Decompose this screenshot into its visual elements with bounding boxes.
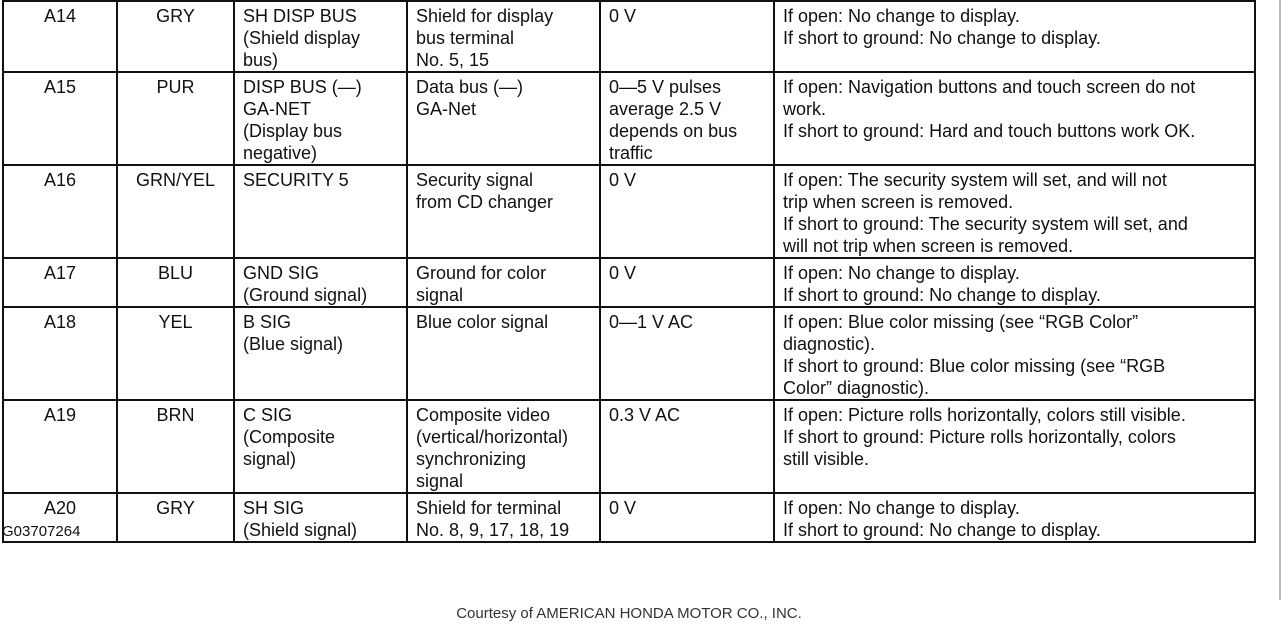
test-condition-line: If open: Picture rolls horizontally, colors still visible. <box>783 405 1186 425</box>
description-cell <box>407 400 600 493</box>
table-row <box>3 307 1255 400</box>
test-condition-line: If open: The security system will set, and will not <box>783 170 1167 190</box>
signal-line: (Blue signal) <box>243 334 344 354</box>
signal-line: GND SIG <box>243 263 320 283</box>
test-condition-line: If short to ground: No change to display. <box>783 28 1101 48</box>
signal-cell <box>234 307 407 400</box>
signal-cell <box>234 1 407 72</box>
description-line: Blue color signal <box>416 312 549 332</box>
connector-pin-table <box>2 0 1256 543</box>
signal-line: SH SIG <box>243 498 305 518</box>
wire-color-cell: GRN/YEL <box>117 165 234 258</box>
description-line: Data bus (—) <box>416 77 524 97</box>
test-condition-line: If short to ground: The security system will set, and <box>783 214 1188 234</box>
test-condition-line: diagnostic). <box>783 334 876 354</box>
signal-line: DISP BUS (—) <box>243 77 362 97</box>
table-row <box>3 72 1255 165</box>
table-row <box>3 400 1255 493</box>
test-condition-cell <box>774 307 1255 400</box>
page-edge-rule <box>1279 0 1281 600</box>
signal-cell <box>234 165 407 258</box>
voltage-cell <box>600 165 774 258</box>
test-condition-cell <box>774 493 1255 542</box>
test-condition-line: If short to ground: No change to display. <box>783 520 1101 540</box>
voltage-line: 0 V <box>609 170 637 190</box>
voltage-line: depends on bus <box>609 121 738 141</box>
signal-line: SH DISP BUS <box>243 6 357 26</box>
test-condition-cell <box>774 258 1255 307</box>
table-row <box>3 165 1255 258</box>
description-line: Composite video <box>416 405 551 425</box>
wire-color-cell: PUR <box>117 72 234 165</box>
signal-line: (Ground signal) <box>243 285 368 305</box>
signal-cell <box>234 258 407 307</box>
test-condition-line: If short to ground: Hard and touch buttons work OK. <box>783 121 1196 141</box>
test-condition-line: still visible. <box>783 449 870 469</box>
table-row <box>3 258 1255 307</box>
signal-line: (Display bus <box>243 121 343 141</box>
signal-line: SECURITY 5 <box>243 170 349 190</box>
signal-line: (Composite <box>243 427 336 447</box>
test-condition-line: If short to ground: Blue color missing (see “RGB <box>783 356 1166 376</box>
test-condition-line: If open: No change to display. <box>783 498 1020 518</box>
test-condition-line: If open: Navigation buttons and touch screen do not <box>783 77 1196 97</box>
test-condition-line: If short to ground: Picture rolls horizontally, colors <box>783 427 1176 447</box>
description-line: bus terminal <box>416 28 515 48</box>
description-line: (vertical/horizontal) <box>416 427 569 447</box>
voltage-line: 0 V <box>609 6 637 26</box>
terminal-cell: A18 <box>3 307 117 400</box>
terminal-cell: A16 <box>3 165 117 258</box>
voltage-cell <box>600 1 774 72</box>
test-condition-line: Color” diagnostic). <box>783 378 930 398</box>
voltage-cell <box>600 400 774 493</box>
description-line: synchronizing <box>416 449 527 469</box>
description-cell <box>407 72 600 165</box>
description-line: Shield for display <box>416 6 554 26</box>
wire-color-cell: GRY <box>117 493 234 542</box>
test-condition-line: trip when screen is removed. <box>783 192 1014 212</box>
voltage-line: 0 V <box>609 498 637 518</box>
voltage-line: traffic <box>609 143 653 163</box>
description-line: signal <box>416 285 464 305</box>
test-condition-line: If open: Blue color missing (see “RGB Color” <box>783 312 1139 332</box>
voltage-cell <box>600 72 774 165</box>
voltage-line: average 2.5 V <box>609 99 722 119</box>
test-condition-cell <box>774 165 1255 258</box>
terminal-cell: A17 <box>3 258 117 307</box>
description-line: No. 8, 9, 17, 18, 19 <box>416 520 570 540</box>
signal-cell <box>234 400 407 493</box>
wire-color-cell: BLU <box>117 258 234 307</box>
voltage-line: 0—5 V pulses <box>609 77 722 97</box>
terminal-cell: A14 <box>3 1 117 72</box>
signal-line: bus) <box>243 50 279 70</box>
test-condition-line: If open: No change to display. <box>783 263 1020 283</box>
figure-id: G03707264 <box>2 523 81 540</box>
terminal-cell: A15 <box>3 72 117 165</box>
description-line: GA-Net <box>416 99 477 119</box>
description-line: Ground for color <box>416 263 547 283</box>
description-line: No. 5, 15 <box>416 50 490 70</box>
description-cell <box>407 258 600 307</box>
table-row <box>3 1 1255 72</box>
signal-line: negative) <box>243 143 318 163</box>
signal-cell <box>234 493 407 542</box>
voltage-cell <box>600 307 774 400</box>
signal-cell <box>234 72 407 165</box>
terminal-cell: A20 <box>3 493 117 542</box>
test-condition-cell <box>774 400 1255 493</box>
voltage-line: 0 V <box>609 263 637 283</box>
description-cell <box>407 493 600 542</box>
description-cell <box>407 307 600 400</box>
test-condition-line: will not trip when screen is removed. <box>783 236 1074 256</box>
test-condition-line: If open: No change to display. <box>783 6 1020 26</box>
description-line: from CD changer <box>416 192 554 212</box>
voltage-line: 0—1 V AC <box>609 312 694 332</box>
signal-line: (Shield signal) <box>243 520 358 540</box>
voltage-cell <box>600 493 774 542</box>
test-condition-cell <box>774 1 1255 72</box>
terminal-cell: A19 <box>3 400 117 493</box>
wire-color-cell: BRN <box>117 400 234 493</box>
description-cell <box>407 165 600 258</box>
voltage-cell <box>600 258 774 307</box>
description-line: signal <box>416 471 464 491</box>
voltage-line: 0.3 V AC <box>609 405 681 425</box>
signal-line: GA-NET <box>243 99 312 119</box>
test-condition-line: work. <box>783 99 827 119</box>
courtesy-credit: Courtesy of AMERICAN HONDA MOTOR CO., INC. <box>456 605 802 622</box>
signal-line: C SIG <box>243 405 293 425</box>
description-cell <box>407 1 600 72</box>
description-line: Security signal <box>416 170 534 190</box>
wire-color-cell: YEL <box>117 307 234 400</box>
test-condition-cell <box>774 72 1255 165</box>
wire-color-cell: GRY <box>117 1 234 72</box>
description-line: Shield for terminal <box>416 498 562 518</box>
table-row <box>3 493 1255 542</box>
signal-line: B SIG <box>243 312 292 332</box>
signal-line: (Shield display <box>243 28 361 48</box>
test-condition-line: If short to ground: No change to display. <box>783 285 1101 305</box>
table-body <box>3 1 1255 542</box>
signal-line: signal) <box>243 449 297 469</box>
